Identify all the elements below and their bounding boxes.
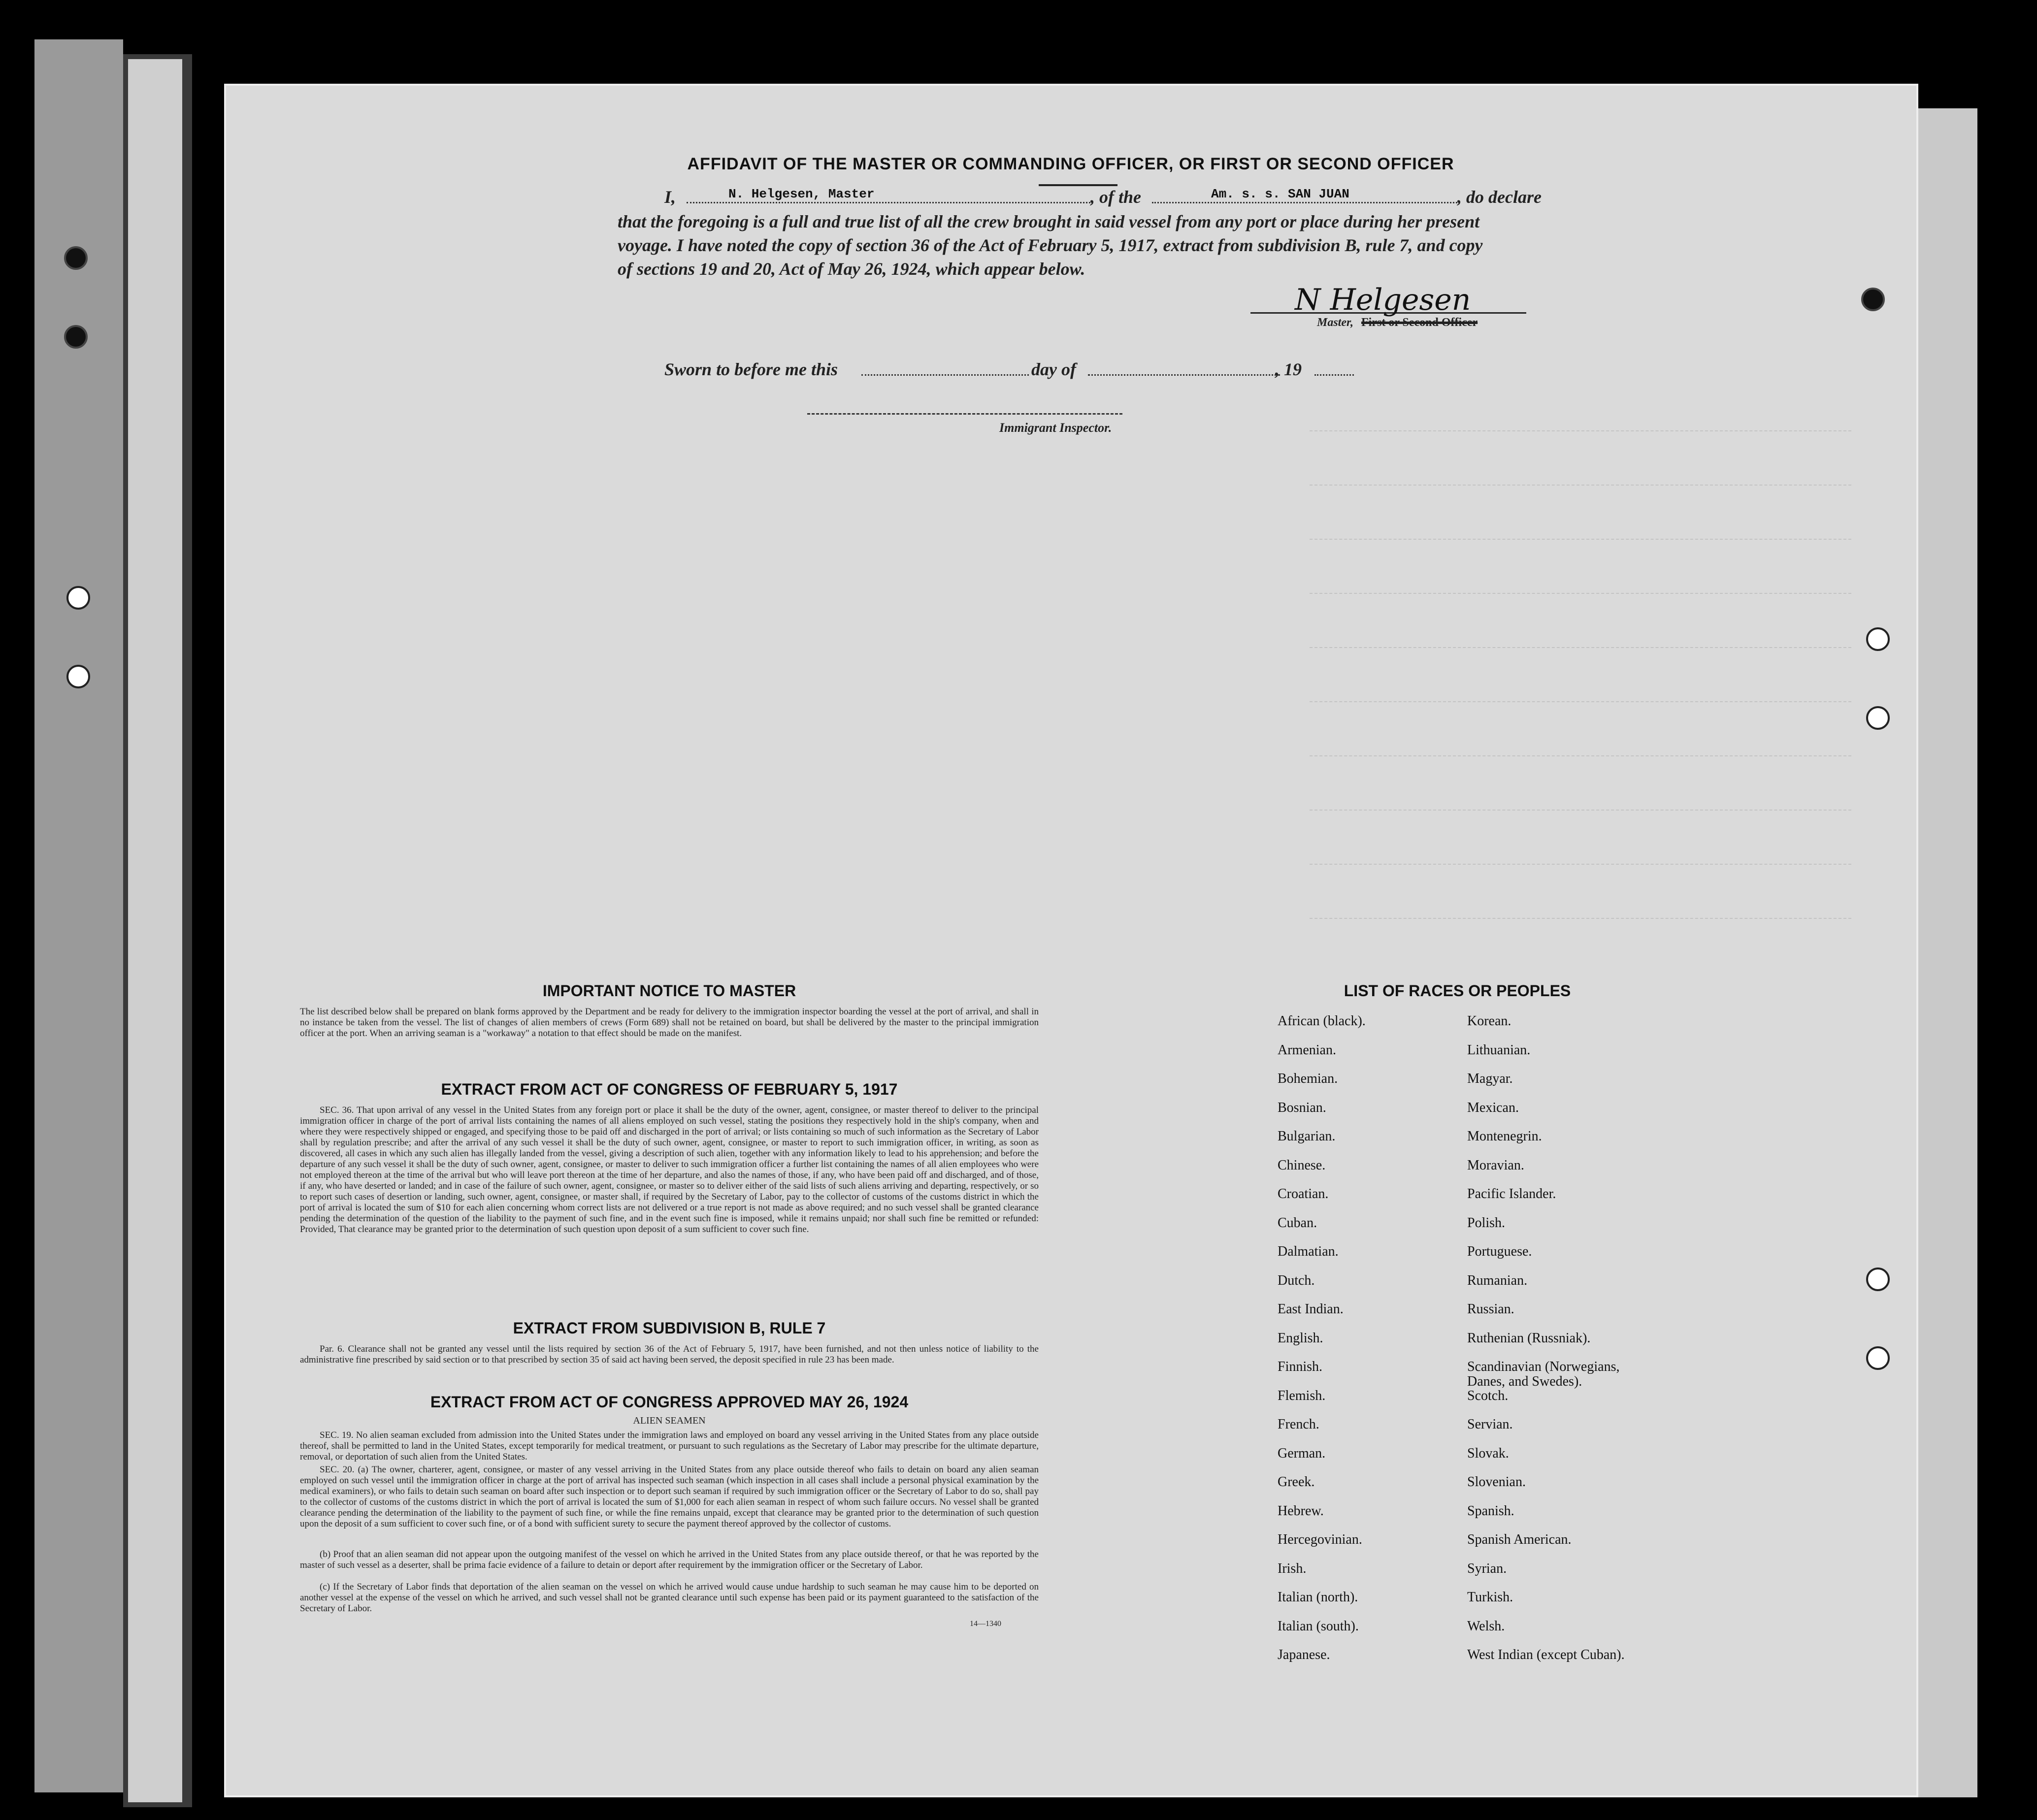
- film-strip-left: [34, 39, 123, 1792]
- affidavit-line-2: that the foregoing is a full and true list of all the crew brought in said vessel from any port or place during her present: [618, 212, 1480, 231]
- sworn-year-line: [1314, 374, 1354, 376]
- race-item: Italian (north).: [1278, 1590, 1358, 1605]
- race-item: Ruthenian (Russniak).: [1467, 1330, 1591, 1346]
- day-of-label: day of: [1031, 359, 1076, 379]
- race-item: Hebrew.: [1278, 1503, 1324, 1519]
- race-item: English.: [1278, 1330, 1323, 1346]
- sworn-month-line: [1088, 374, 1280, 376]
- races-left-column: [1278, 1014, 1465, 1753]
- race-item: Slovak.: [1467, 1445, 1509, 1461]
- race-item: Rumanian.: [1467, 1272, 1528, 1288]
- adjacent-page-edge: [128, 59, 182, 1802]
- race-item: Hercegovinian.: [1278, 1532, 1362, 1547]
- race-item: Polish.: [1467, 1215, 1506, 1231]
- race-item: Turkish.: [1467, 1590, 1513, 1605]
- race-item: Bulgarian.: [1278, 1129, 1336, 1144]
- races-title: LIST OF RACES OR PEOPLES: [1344, 982, 1571, 1000]
- punch-hole-icon: [1866, 627, 1890, 651]
- race-item: Welsh.: [1467, 1618, 1505, 1634]
- form-number: 14—1340: [970, 1620, 1001, 1628]
- race-item: Bosnian.: [1278, 1100, 1326, 1115]
- race-item: Dutch.: [1278, 1272, 1315, 1288]
- race-item: Bohemian.: [1278, 1071, 1338, 1086]
- race-item: Armenian.: [1278, 1042, 1336, 1058]
- race-item: Russian.: [1467, 1301, 1514, 1317]
- race-item: African (black).: [1278, 1013, 1366, 1029]
- vessel-line: [1152, 201, 1457, 203]
- extract-rule7-title: EXTRACT FROM SUBDIVISION B, RULE 7: [513, 1319, 826, 1337]
- vessel-name: Am. s. s. SAN JUAN: [1211, 187, 1349, 201]
- race-item: West Indian (except Cuban).: [1467, 1647, 1625, 1662]
- sworn-label: Sworn to before me this: [664, 359, 838, 379]
- race-item: German.: [1278, 1445, 1326, 1461]
- master-name-line: [687, 201, 1090, 203]
- inspector-signature-line: [807, 413, 1122, 415]
- punch-hole-icon: [1866, 1346, 1890, 1370]
- race-item: Scandinavian (Norwegians, Danes, and Swedes).: [1467, 1359, 1620, 1389]
- races-right-column: [1467, 1014, 1763, 1753]
- punch-hole-icon: [1866, 706, 1890, 730]
- race-item: Slovenian.: [1467, 1474, 1526, 1490]
- race-item: Spanish.: [1467, 1503, 1514, 1519]
- race-item: Moravian.: [1467, 1157, 1524, 1173]
- race-item: Flemish.: [1278, 1388, 1326, 1403]
- race-item: Servian.: [1467, 1417, 1513, 1432]
- extract-1917-title: EXTRACT FROM ACT OF CONGRESS OF FEBRUARY 5, 1917: [441, 1080, 898, 1098]
- inspector-label: Immigrant Inspector.: [999, 421, 1112, 435]
- document-page: [224, 84, 1918, 1797]
- race-item: Greek.: [1278, 1474, 1315, 1490]
- master-name: N. Helgesen, Master: [728, 187, 875, 201]
- race-item: Irish.: [1278, 1560, 1307, 1576]
- race-item: Japanese.: [1278, 1647, 1330, 1662]
- race-item: East Indian.: [1278, 1301, 1344, 1317]
- punch-hole-icon: [1866, 1268, 1890, 1291]
- sec20c-body: (c) If the Secretary of Labor finds that deportation of the alien seaman on the vessel on which he arrived would cause undue hardship to such seaman he may cause him to be deported on another vessel at the expense of the vessel on which he arrived, and such vessel shall not be granted clearance until such expense has been paid or its payment guaranteed to the satisfaction of the Secretary of Labor.: [300, 1582, 1039, 1614]
- sec19-body: SEC. 19. No alien seaman excluded from admission into the United States under the immigration laws and employed on board any vessel arriving in the United States from any place outside thereof, shall be permitted to land in the United States, except temporarily for medical treatment, or pursuant to such regulations as the Secretary of Labor may prescribe for the ultimate departure, removal, or deportation of such alien from the United States.: [300, 1430, 1039, 1462]
- year-label: , 19: [1275, 359, 1302, 379]
- underlying-page-edge: [1918, 108, 1977, 1797]
- race-item: Dalmatian.: [1278, 1244, 1339, 1259]
- race-item: Croatian.: [1278, 1186, 1329, 1202]
- extract-1924-title: EXTRACT FROM ACT OF CONGRESS APPROVED MAY 26, 1924: [430, 1393, 909, 1411]
- race-item: Magyar.: [1467, 1071, 1513, 1086]
- notice-title: IMPORTANT NOTICE TO MASTER: [542, 982, 796, 1000]
- affidavit-i: I,: [664, 187, 676, 207]
- of-the-label: , of the: [1090, 187, 1141, 207]
- do-declare-label: , do declare: [1457, 187, 1542, 207]
- affidavit-line-3: voyage. I have noted the copy of section 36 of the Act of February 5, 1917, extract from subdivision B, rule 7, and copy: [618, 235, 1483, 255]
- extract-rule7-body: Par. 6. Clearance shall not be granted any vessel until the lists required by section 36 of the Act of February 5, 1917, have been furnished, and not then unless notice of liability to the administrative fine prescribed by said section or to that prescribed by section 35 of said act having been served, the deposit specified in rule 23 has been made.: [300, 1344, 1039, 1365]
- struck-officer-label: First or Second Officer: [1361, 316, 1478, 329]
- race-item: Spanish American.: [1467, 1532, 1572, 1547]
- sec20b-body: (b) Proof that an alien seaman did not appear upon the outgoing manifest of the vessel on which he arrived in the United States from any place outside thereof, or that he was reported by the master of such vessel as a deserter, shall be prima facie evidence of a failure to detain or deport after requirement by the immigration officer or the Secretary of Labor.: [300, 1549, 1039, 1570]
- punch-hole-icon: [64, 325, 88, 349]
- sec20a-body: SEC. 20. (a) The owner, charterer, agent, consignee, or master of any vessel arriving in the United States from any place outside thereof who fails to detain on board any alien seaman employed on such vessel until the immigration officer in charge at the port of arrival has inspected such seaman (which inspection in all cases shall include a personal physical examination by the medical examiners), or who fails to detain such seaman on board after such inspection or to deport such seaman if required by such immigration officer or the Secretary of Labor to do so, shall pay to the collector of customs of the customs district in which the port of arrival is located the sum of $1,000 for each alien seaman in respect of whom such failure occurs. No vessel shall be granted clearance pending the determination of the liability to the payment of such fine, or while the fine remains unpaid, except that clearance may be granted prior to the determination of such question upon the deposit of a sum sufficient to cover such fine, or of a bond with sufficient surety to secure the payment thereof approved by the collector of customs.: [300, 1464, 1039, 1529]
- master-signature: N Helgesen: [1295, 283, 1471, 317]
- race-item: Lithuanian.: [1467, 1042, 1531, 1058]
- alien-seamen-subtitle: ALIEN SEAMEN: [633, 1415, 706, 1426]
- race-item: Korean.: [1467, 1013, 1511, 1029]
- race-item: Finnish.: [1278, 1359, 1323, 1374]
- affidavit-title: AFFIDAVIT OF THE MASTER OR COMMANDING OFFICER, OR FIRST OR SECOND OFFICER: [687, 155, 1454, 173]
- punch-hole-icon: [64, 246, 88, 270]
- punch-hole-icon: [1861, 288, 1885, 311]
- race-item: Montenegrin.: [1467, 1129, 1542, 1144]
- race-item: Syrian.: [1467, 1560, 1507, 1576]
- race-item: Mexican.: [1467, 1100, 1519, 1115]
- sworn-day-line: [861, 374, 1029, 376]
- race-item: Italian (south).: [1278, 1618, 1359, 1634]
- punch-hole-icon: [66, 665, 90, 688]
- race-item: Portuguese.: [1467, 1244, 1532, 1259]
- affidavit-line-4: of sections 19 and 20, Act of May 26, 1924, which appear below.: [618, 259, 1085, 279]
- race-item: Pacific Islander.: [1467, 1186, 1556, 1202]
- punch-hole-icon: [66, 586, 90, 610]
- master-label: Master,: [1317, 316, 1354, 329]
- race-item: Chinese.: [1278, 1157, 1326, 1173]
- race-item: French.: [1278, 1417, 1319, 1432]
- title-rule: [1039, 184, 1117, 186]
- extract-1917-body: SEC. 36. That upon arrival of any vessel in the United States from any foreign port or place it shall be the duty of the owner, agent, consignee, or master thereof to deliver to the principal immigration officer in charge of the port of arrival lists containing the names of all aliens employed on such vessel, stating the positions they respectively hold in the ship's company, when and where they were respectively shipped or engaged, and specifying those to be paid off and discharged in the port of arrival; or lists containing so much of such information as the Secretary of Labor shall by regulation prescribe; and after the arrival of any such vessel it shall be the duty of such owner, agent, consignee, or master to report to such immigration officer, in writing, as soon as discovered, all cases in which any such alien has illegally landed from the vessel, giving a description of such alien, together with any information likely to lead to his apprehension; and before the departure of any such vessel it shall be the duty of such owner, agent, consignee, or master to deliver to such immigration officer a further list containing the names of all alien employees who were not employed thereon at the time of the arrival but who will leave port thereon at the time of her departure, and also the names of those, if any, who have been paid off and discharged, and of those, if any, who have deserted or landed; and in case of the failure of such owner, agent, consignee, or master so to deliver either of the said lists of such aliens arriving and departing, respectively, or so to report such cases of desertion or landing, such owner, agent, consignee, or master shall, if required by the Secretary of Labor, pay to the collector of customs of the customs district in which the port of arrival is located the sum of $10 for each alien concerning whom correct lists are not delivered or a true report is not made as above required; and no such vessel shall be granted clearance pending the determination of the question of the liability to the payment of such fine, and in the event such fine is imposed, while it remains unpaid; nor shall such fine be remitted or refunded: Provided, That clearance may be granted prior to the determination of such question upon deposit of a sum sufficient to cover such fine.: [300, 1105, 1039, 1235]
- notice-body: The list described below shall be prepared on blank forms approved by the Department and be ready for delivery to the immigration inspector boarding the vessel at the port of arrival, and shall in no instance be taken from the vessel. The list of changes of alien members of crews (Form 689) shall not be retained on board, but shall be delivered by the master to the principal immigration officer at the port. When an arriving seaman is a "workaway" a notation to that effect should be made on the manifest.: [300, 1007, 1039, 1039]
- race-item: Cuban.: [1278, 1215, 1317, 1231]
- race-item: Scotch.: [1467, 1388, 1509, 1403]
